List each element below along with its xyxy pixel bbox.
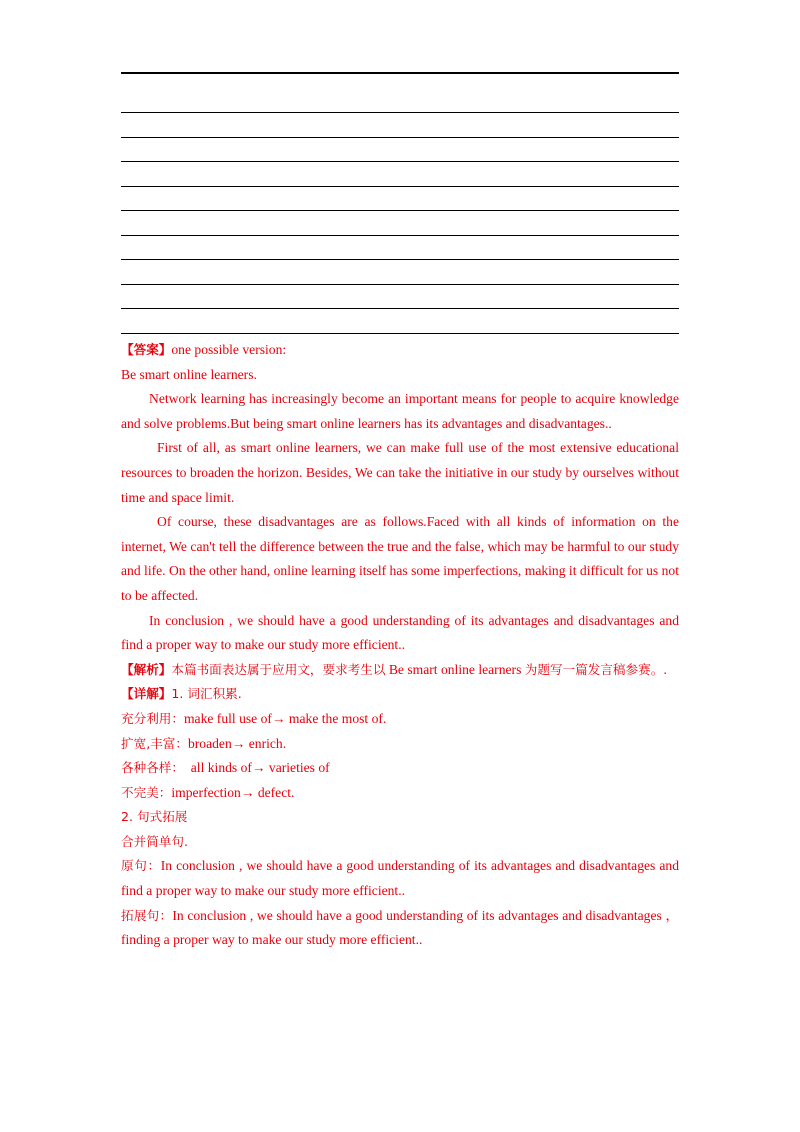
vocab-item [121,707,679,732]
extended-text: In conclusion , we should have a good understanding of its advantages and disadvantages ， finding a proper way to make our study more efficient.. [121,907,680,948]
writing-line-top [121,72,679,74]
analysis-text-cn1: 本篇书面表达属于应用文，要求考生以 [171,661,386,677]
essay-paragraph-1: Network learning has increasingly become an important means for people to acquire knowledge and solve problems.But being smart online learners has its advantages and disadvantages.. [121,391,679,431]
writing-line [121,284,679,285]
detail-heading [121,682,679,707]
essay-paragraph-3: Of course, these disadvantages are as follows.Faced with all kinds of information on the internet, We can't tell the difference between the true and the false, which may be harmful to our study and life. On the other hand, online learning itself has some imperfections, making it difficult for us not to be affected. [121,514,679,603]
analysis-text-en: Be smart online learners [385,661,525,677]
extended-label: 拓展句： [121,907,173,923]
vocab-cn: 不完美： [121,784,172,800]
answer-heading [121,338,679,363]
original-label: 原句： [121,858,161,874]
writing-line [121,333,679,334]
writing-line [121,235,679,236]
analysis-label: 【解析】 [121,661,172,677]
original-sentence [121,854,679,903]
essay-paragraph-2: First of all, as smart online learners, we can make full use of the most extensive educational resources to broaden the horizon. Besides, We can take the initiative in our study by ourselves without time and space limit. [121,440,679,505]
essay-paragraph-4: In conclusion , we should have a good understanding of its advantages and disadvantages and find a proper way to make our study more efficient.. [121,612,679,653]
detail-label: 【详解】 [121,686,172,702]
vocab-item [121,756,679,781]
writing-line [121,161,679,162]
vocab-cn: 充分利用： [121,710,184,726]
writing-line [121,210,679,211]
essay-title: Be smart online learners. [121,366,257,382]
detail-sub: 合并简单句. [121,833,188,849]
detail-heading-2: 2. 句式拓展 [121,809,188,825]
vocab-en: imperfection→ defect. [171,784,295,800]
vocab-en: make full use of→ make the most of. [183,710,387,726]
answer-label: 【答案】 [121,342,172,357]
vocab-en: broaden→ enrich. [187,735,287,751]
answer-content [121,338,679,953]
writing-line [121,137,679,138]
vocab-item [121,732,679,757]
answer-intro: one possible version: [171,342,287,357]
vocab-cn: 各种各样： [121,760,184,776]
vocab-cn: 扩宽,丰富： [121,735,188,751]
analysis-paragraph [121,658,679,683]
extended-sentence [121,904,679,953]
vocab-item [121,781,679,806]
original-text: In conclusion , we should have a good understanding of its advantages and disadvantages and find a proper way to make our study more efficient.. [121,858,680,899]
writing-line [121,186,679,187]
analysis-text-cn2: 为题写一篇发言稿参赛。. [524,661,668,677]
vocab-en: all kinds of→ varieties of [183,760,330,776]
detail-heading-1: 1. 词汇积累. [171,686,242,702]
writing-line [121,259,679,260]
writing-line [121,308,679,309]
writing-line [121,112,679,113]
